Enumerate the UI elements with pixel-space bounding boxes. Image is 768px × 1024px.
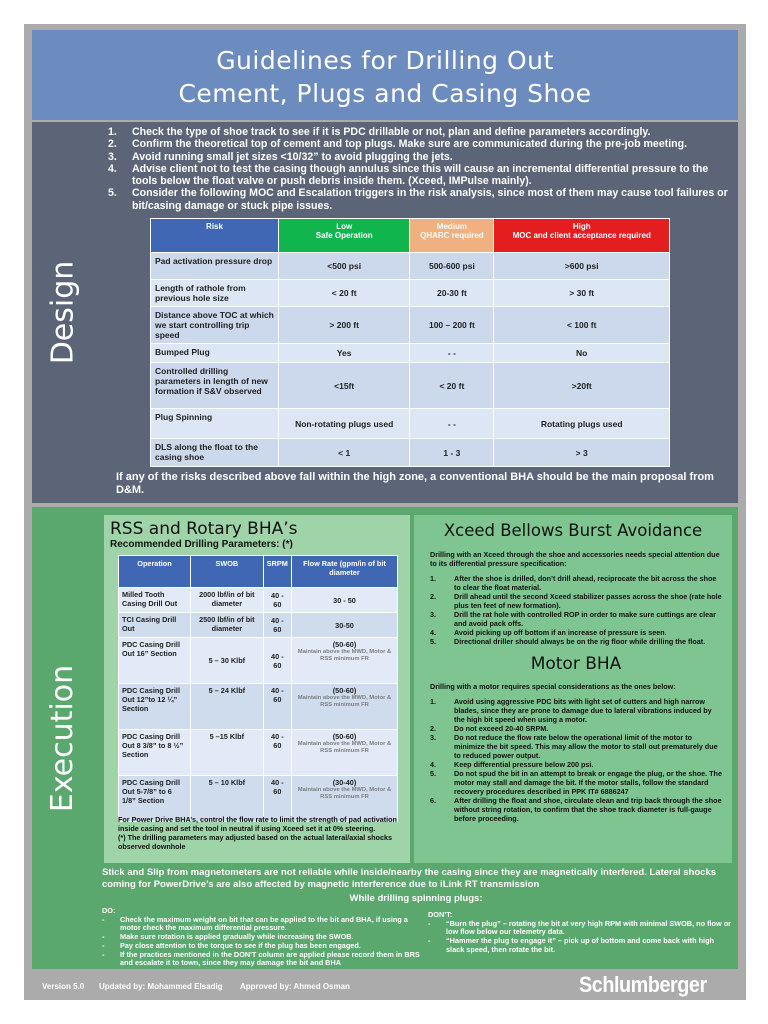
table-row: PDC Casing Drill Out 16” Section 5 – 30 Klbf 40 - 60 (50-60) Maintain above the MWD, Motor & RSS minimum FR	[119, 638, 398, 684]
list-item: 2. Drill ahead until the second Xceed stabilizer passes across the shoe (rate hole plus ten feet of new formation).	[430, 592, 722, 610]
xceed-title: Xceed Bellows Burst Avoidance	[443, 521, 703, 540]
table-row: Length of rathole from previous hole size < 20 ft 20-30 ft > 30 ft	[151, 280, 670, 307]
table-row: Distance above TOC at which we start controlling trip speed > 200 ft 100 – 200 ft < 100 ft	[151, 307, 670, 344]
list-item: 4. Advise client not to test the casing though annulus since this will cause an incremental differential pressure to the tools below the float valve or push debris inside them. (Xceed, IMPulse mainly).	[108, 162, 709, 188]
list-item: 2. Do not exceed 20-40 SRPM.	[430, 724, 549, 733]
table-row: TCI Casing Drill Out 2500 lbf/in of bit diameter 40 - 60 30-50	[119, 613, 398, 638]
design-note: If any of the risks described above fall within the high zone, a conventional BHA should be the main proposal from D&M.	[116, 471, 714, 496]
xceed-steps	[430, 574, 722, 646]
list-item: 5. Directional driller should always be on the rig floor while drilling the float.	[430, 637, 706, 646]
list-item: 1. Check the type of shoe track to see if it is PDC drillable or not, plan and define parameters accordingly.	[108, 126, 651, 138]
title-line-1: Guidelines for Drilling Out	[216, 46, 554, 75]
list-item: - Make sure rotation is applied gradually while increasing the SWOB.	[102, 932, 354, 942]
motor-intro: Drilling with a motor requires special considerations as the ones below:	[430, 682, 676, 691]
risk-table	[150, 218, 670, 467]
motor-title: Motor BHA	[530, 654, 622, 674]
table-row: PDC Casing Drill Out 12”to 12 ¼” Section 5 – 24 Klbf 40 - 60 (50-60) Maintain above the MWD, Motor & RSS minimum FR	[119, 684, 398, 730]
list-item: 2. Confirm the theoretical top of cement and top plugs. Make sure are communicated during the pre-job meeting.	[108, 138, 688, 151]
table-row: PDC Casing Drill Out 5-7/8” to 6 1/8” Section 5 – 10 Klbf 40 - 60 (30-40) Maintain above the MWD, Motor & RSS minimum FR	[119, 776, 398, 822]
xceed-motor-panel	[414, 515, 732, 863]
list-item: 5. Do not spud the bit in an attempt to break or engage the plug, or the shoe. The motor may stall and damage the bit. If the motor stalls, follow the standard recovery procedures described in PPK IT# 6886247	[430, 769, 722, 796]
design-label-text: Design	[45, 260, 81, 365]
list-item: 4. Keep differential pressure below 200 psi.	[430, 760, 594, 769]
design-section	[94, 122, 738, 503]
list-item: 1. Avoid using aggressive PDC bits with light set of cutters and high narrow blades, since they are prone to damage due to lateral vibrations induced by the high bit speed when using a motor.	[430, 697, 712, 724]
dont-title: DON’T:	[428, 910, 453, 919]
low-header: Low Safe Operation	[279, 219, 410, 253]
updated-by-text: Updated by: Mohammed Elsadig	[99, 982, 223, 991]
list-item: - Check the maximum weight on bit that can be applied to the bit and BHA, if using a motor check the maximum differential pressure.	[102, 914, 408, 933]
dont-column	[428, 911, 734, 955]
medium-header: Medium QHARC required	[410, 219, 494, 253]
list-item: 3. Avoid running small jet sizes <10/32” to avoid plugging the jets.	[108, 150, 453, 163]
execution-section	[94, 507, 738, 969]
list-item: - “Hammer the plug to engage it” – pick up of bottom and come back with high slack speed, then rotate the bit.	[428, 936, 714, 954]
execution-label-text: Execution	[45, 664, 81, 812]
footer	[24, 972, 746, 1000]
rss-note: For Power Drive BHA’s, control the flow rate to limit the strength of pad activation inside casing and set the tool in neutral if using Xceed set it at 0% steering. (*) The drilling parameters may adjusted based on the actual lateral/axial shocks observed downhole	[118, 815, 397, 851]
rss-table	[118, 555, 398, 822]
poster-frame	[24, 24, 746, 1000]
risk-header: Risk	[151, 219, 279, 253]
list-item: - If the practices mentioned in the DON'T column are applied please record them in BRS and escalate it to town, since they may damage the bit and BHA	[102, 949, 420, 968]
list-item: 3. Do not reduce the flow rate below the operational limit of the motor to minimize the bit speed. This may allow the motor to stall out prematurely due to reduced power output.	[430, 733, 718, 760]
list-item: 6. After drilling the float and shoe, circulate clean and trip back through the shoe without string rotation, to confirm that the shoe track diameter is full-gauge before proceeding.	[430, 796, 722, 823]
flow-header: Flow Rate (gpm/in of bit diameter	[292, 556, 398, 588]
list-item: 1. After the shoe is drilled, don’t drill ahead, reciprocate the bit across the shoe to clear the float material.	[430, 574, 717, 592]
high-header: High MOC and client acceptance required	[494, 219, 670, 253]
table-row: PDC Casing Drill Out 8 3/8” to 8 ½” Section 5 –15 Klbf 40 - 60 (50-60) Maintain above the MWD, Motor & RSS minimum FR	[119, 730, 398, 776]
do-title: DO:	[102, 906, 116, 915]
swob-header: SWOB	[191, 556, 264, 588]
table-row: Plug Spinning Non-rotating plugs used - - Rotating plugs used	[151, 409, 670, 439]
design-section-label	[32, 122, 94, 503]
table-row: Controlled drilling parameters in length of new formation if S&V observed <15ft < 20 ft >20ft	[151, 363, 670, 409]
table-row: Bumped Plug Yes - - No	[151, 344, 670, 363]
approved-by-text: Approved by: Ahmed Osman	[240, 982, 350, 991]
execution-note: Stick and Slip from magnetometers are not reliable while inside/nearby the casing since they are magnetically interfered. Lateral shocks coming for PowerDrive’s are also affected by magnetic interference due to iLink RT transmission	[102, 867, 717, 890]
version-text: Version 5.0	[42, 982, 85, 991]
schlumberger-logo: Schlumberger	[579, 972, 707, 997]
page-title	[32, 30, 738, 120]
list-item: 5. Consider the following MOC and Escalation triggers in the risk analysis, since most of them may cause tool failures or bit/casing damage or stuck pipe issues.	[108, 187, 728, 212]
table-row: Milled Tooth Casing Drill Out 2000 lbf/in of bit diameter 40 - 60 30 - 50	[119, 588, 398, 613]
table-row: DLS along the float to the casing shoe < 1 1 - 3 > 3	[151, 439, 670, 467]
execution-section-label	[32, 507, 94, 969]
rss-title: RSS and Rotary BHA’s	[110, 519, 298, 539]
list-item: - Pay close attention to the torque to see if the plug has been engaged.	[102, 940, 361, 950]
list-item: - “Burn the plug” – rotating the bit at very high RPM with minimal SWOB, no flow or low flow below our telemetry data.	[428, 918, 731, 937]
spinning-title: While drilling spinning plugs:	[349, 893, 483, 904]
table-row: Pad activation pressure drop <500 psi 500-600 psi >600 psi	[151, 253, 670, 280]
srpm-header: SRPM	[263, 556, 291, 588]
operation-header: Operation	[119, 556, 191, 588]
rss-panel	[104, 515, 410, 863]
motor-steps	[430, 697, 722, 823]
do-column	[102, 907, 420, 968]
list-item: 4. Avoid picking up off bottom if an increase of pressure is seen.	[430, 628, 667, 637]
xceed-intro: Drilling with an Xceed through the shoe and accessories needs special attention due to its differential pressure specification:	[430, 550, 720, 568]
title-line-2: Cement, Plugs and Casing Shoe	[178, 79, 592, 108]
design-steps	[108, 126, 728, 212]
list-item: 3. Drill the rat hole with controlled ROP in order to make sure cuttings are clear and avoid pack offs.	[430, 610, 716, 628]
rss-subtitle: Recommended Drilling Parameters: (*)	[110, 539, 293, 550]
